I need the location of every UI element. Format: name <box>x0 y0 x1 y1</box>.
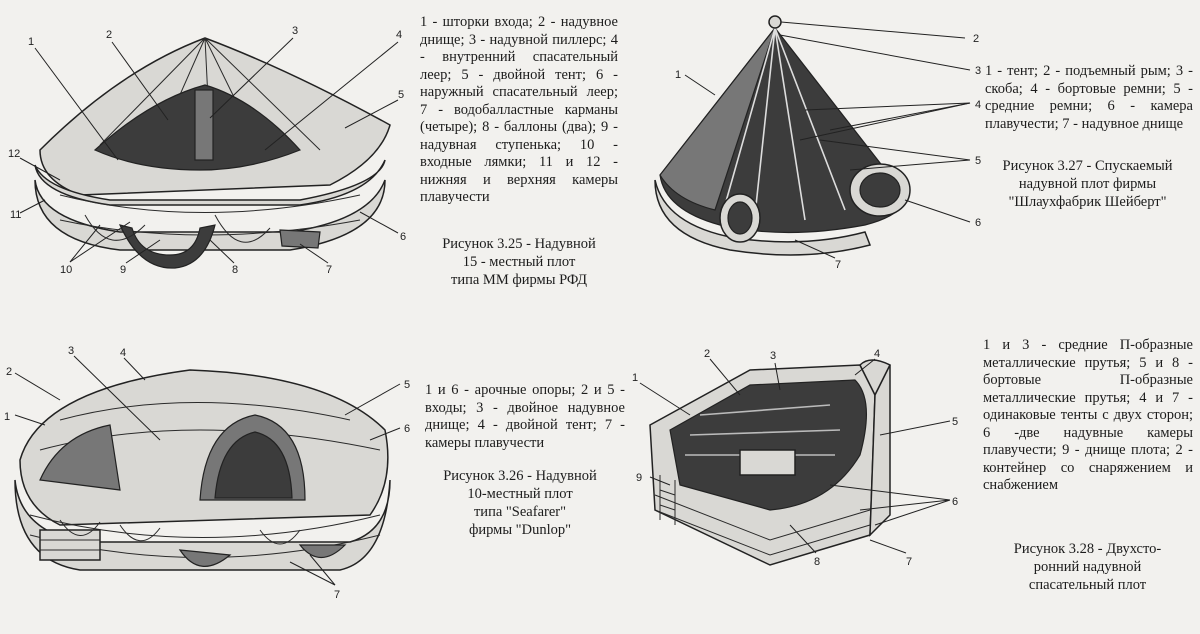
fig326-label-3: 3 <box>68 345 75 357</box>
fig328-label-9: 9 <box>636 472 643 484</box>
fig327-label-1: 1 <box>675 69 682 81</box>
fig327-label-4: 4 <box>975 99 982 111</box>
fig325-label-12: 12 <box>8 148 21 160</box>
figure-3-28-drawing <box>630 335 990 595</box>
fig325-label-11: 11 <box>10 209 22 221</box>
fig328-label-6: 6 <box>952 496 959 508</box>
figure-3-28-title-line3: спасательный плот <box>1028 577 1147 593</box>
figure-3-28-title-line1: Рисунок 3.28 - Двухсто- <box>1013 541 1162 557</box>
fig326-label-4: 4 <box>120 347 127 359</box>
fig328-label-1: 1 <box>632 372 639 384</box>
figure-3-25-title <box>420 235 618 289</box>
figure-3-28-title <box>975 540 1200 594</box>
figure-3-28-caption: 1 и 3 - средние П-образные металлические прутья; 5 и 8 - бортовые П-образные металлические прутья; 4 и 7 - одинаковые тенты с двух сторон; 6 -две надувные камеры плавучести; 9 - днище плота; 2 - контейнер со снаряжением и снабжением <box>983 337 1193 493</box>
figure-3-27-caption: 1 - тент; 2 - подъемный рым; 3 - скоба; 4 - бортовые ремни; 5 - средние ремни; 6 - камера плавучести; 7 - надувное днище <box>985 63 1193 132</box>
figure-3-27-title <box>975 157 1200 211</box>
fig325-label-9: 9 <box>120 264 127 276</box>
fig327-label-6: 6 <box>975 217 982 229</box>
fig328-label-8: 8 <box>814 556 821 568</box>
fig326-label-6: 6 <box>404 423 411 435</box>
fig327-label-7: 7 <box>835 259 842 271</box>
figure-3-25-title-line3: типа ММ фирмы РФД <box>451 272 587 288</box>
fig325-label-4: 4 <box>396 29 403 41</box>
figure-3-26-title <box>420 467 620 539</box>
figure-3-26-drawing <box>0 330 420 630</box>
fig328-label-4: 4 <box>874 348 881 360</box>
fig325-label-8: 8 <box>232 264 239 276</box>
figure-3-26-caption: 1 и 6 - арочные опоры; 2 и 5 - входы; 3 - двойное надувное днище; 4 - двойной тент; 7 - камеры плавучести <box>425 382 625 451</box>
figure-3-25-title-line1: Рисунок 3.25 - Надувной <box>442 236 596 252</box>
fig325-label-6: 6 <box>400 231 407 243</box>
fig326-label-5: 5 <box>404 379 411 391</box>
fig327-label-3: 3 <box>975 65 982 77</box>
figure-3-26-title-line4: фирмы "Dunlop" <box>468 522 572 538</box>
fig325-label-5: 5 <box>398 89 405 101</box>
figure-3-26-title-line1: Рисунок 3.26 - Надувной <box>443 468 597 484</box>
fig325-label-7: 7 <box>326 264 333 276</box>
figure-3-25-caption: 1 - шторки входа; 2 - надувное днище; 3 - надувной пиллерс; 4 - внутренний спасательный леер; 5 - двойной тент; 6 - наружный спасательный леер; 7 - водобалластные карманы (четыре); 8 - баллоны (два); 9 - надувная ступенька; 10 - входные лямки; 11 и 12 - нижняя и верхняя камеры плавучести <box>420 14 618 205</box>
fig328-label-7: 7 <box>906 556 913 568</box>
fig325-label-10: 10 <box>60 264 73 276</box>
figure-3-28-title-line2: ронний надувной <box>1033 559 1142 575</box>
fig326-label-1: 1 <box>4 411 11 423</box>
figure-3-25-drawing <box>0 0 420 310</box>
figure-3-27-title-line1: Рисунок 3.27 - Спускаемый <box>1002 158 1173 174</box>
fig328-label-5: 5 <box>952 416 959 428</box>
fig327-label-5: 5 <box>975 155 982 167</box>
fig326-label-2: 2 <box>6 366 13 378</box>
figure-3-25-title-line2: 15 - местный плот <box>462 254 576 270</box>
fig328-label-2: 2 <box>704 348 711 360</box>
figure-3-26-title-line3: типа "Seafarer" <box>473 504 567 520</box>
fig325-label-3: 3 <box>292 25 299 37</box>
fig326-label-7: 7 <box>334 589 341 601</box>
fig328-label-3: 3 <box>770 350 777 362</box>
figure-3-27-title-line3: "Шлаухфабрик Шейберт" <box>1008 194 1167 210</box>
fig327-label-2: 2 <box>973 33 980 45</box>
fig325-label-2: 2 <box>106 29 113 41</box>
fig325-label-1: 1 <box>28 36 35 48</box>
figure-3-27-title-line2: надувной плот фирмы <box>1018 176 1157 192</box>
figure-3-27-drawing <box>635 0 995 270</box>
figure-3-26-title-line2: 10-местный плот <box>467 486 573 502</box>
